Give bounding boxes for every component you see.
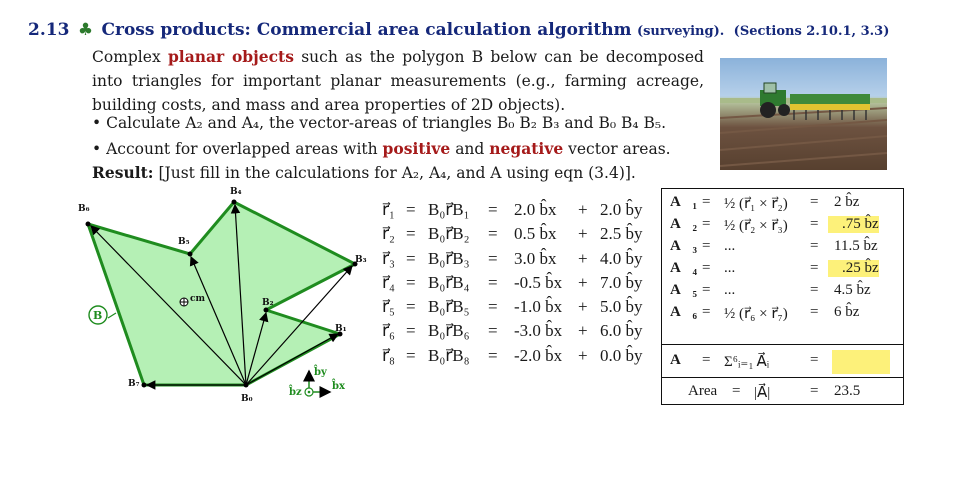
table-val: 11.5 b̂z	[834, 238, 878, 254]
label-b6: B₆	[78, 204, 90, 214]
equation-eq: =	[406, 200, 416, 219]
equation-y: 4.0 b̂y	[600, 248, 643, 268]
equation-x: 3.0 b̂x	[514, 248, 557, 268]
sum-lhs: A⃗	[670, 352, 693, 368]
table-eq2: =	[810, 194, 819, 210]
equation-eq: =	[406, 224, 416, 244]
table-eq2: =	[810, 216, 819, 232]
sum-row	[662, 351, 903, 377]
equation-lhs: r⃗₁	[382, 200, 395, 219]
table-divider	[662, 344, 903, 345]
table-mid: ...	[724, 238, 736, 254]
area-value: 23.5	[834, 383, 861, 399]
equation-lhs: r⃗₃	[382, 248, 395, 268]
table-row	[662, 237, 903, 259]
result-text: [Just fill in the calculations for A₂, A₄, and A using eqn (3.4)].	[158, 164, 636, 182]
equation-eq: =	[406, 297, 416, 317]
point-b0	[244, 383, 249, 388]
table-mid: ½ (r⃗₆ × r⃗₇)	[724, 306, 788, 322]
club-icon: ♣	[77, 20, 94, 40]
bullet-dot-icon: •	[92, 140, 107, 158]
point-b4	[232, 200, 237, 205]
table-val: 2 b̂z	[834, 194, 860, 210]
bullet-2-text: Account for overlapped areas with	[106, 140, 383, 158]
table-divider	[662, 377, 903, 378]
table-mid: ...	[724, 282, 736, 298]
table-row	[662, 281, 903, 303]
sum-answer-box[interactable]	[832, 350, 890, 374]
table-answer-field[interactable]: .75 b̂z	[828, 216, 879, 233]
equation-plus: +	[578, 248, 588, 268]
tractor-photo	[720, 58, 887, 170]
equation-lhs: r⃗₆	[382, 321, 395, 341]
table-eq: =	[702, 216, 711, 232]
equation-y: 0.0 b̂y	[600, 345, 643, 365]
bullet-calculate	[92, 114, 666, 132]
equation-plus: +	[578, 200, 588, 219]
label-b0: B₀	[241, 394, 253, 404]
equation-y: 7.0 b̂y	[600, 272, 643, 292]
table-lhs: A⃗₃	[670, 238, 697, 254]
bullet-2-and: and	[450, 140, 490, 158]
equation-lhs: r⃗₂	[382, 224, 395, 244]
equation-lhs: r⃗₅	[382, 297, 395, 317]
table-lhs: A⃗₄	[670, 260, 697, 276]
equation-lhs: r⃗₈	[382, 345, 395, 365]
table-row	[662, 303, 903, 325]
equation-x: -2.0 b̂x	[514, 345, 563, 365]
table-val: 6 b̂z	[834, 304, 860, 320]
equation-y: 2.0 b̂y	[600, 200, 643, 219]
equation-plus: +	[578, 297, 588, 317]
equation-eq2: =	[488, 272, 498, 292]
label-b1: B₁	[335, 324, 347, 334]
area-row	[662, 382, 903, 404]
table-row	[662, 259, 903, 281]
equation-plus: +	[578, 272, 588, 292]
equation-plus: +	[578, 321, 588, 341]
positive-label: positive	[382, 139, 451, 158]
section-number: 2.13	[28, 20, 70, 40]
table-val: 4.5 b̂z	[834, 282, 871, 298]
point-b2	[264, 308, 269, 313]
table-eq: =	[702, 238, 711, 254]
equation-eq: =	[406, 321, 416, 341]
table-eq2: =	[810, 260, 819, 276]
table-eq2: =	[810, 304, 819, 320]
result-label: Result:	[92, 163, 154, 182]
table-row	[662, 215, 903, 237]
label-b-circled: B	[93, 309, 103, 322]
table-lhs: A⃗₁	[670, 194, 697, 210]
table-lhs: A⃗₆	[670, 304, 697, 320]
equation-eq2: =	[488, 297, 498, 317]
equation-plus: +	[578, 224, 588, 244]
label-by: b̂y	[314, 367, 327, 378]
area-eq: =	[732, 383, 741, 399]
bullet-2-end: vector areas.	[563, 140, 671, 158]
area-label: Area	[688, 383, 718, 399]
table-eq: =	[702, 194, 711, 210]
table-eq: =	[702, 304, 711, 320]
point-b6	[86, 222, 91, 227]
equation-eq: =	[406, 345, 416, 365]
equation-y: 5.0 b̂y	[600, 297, 643, 317]
intro-text-1: Complex	[92, 48, 168, 66]
equation-x: 2.0 b̂x	[514, 200, 557, 219]
table-eq2: =	[810, 282, 819, 298]
label-b5: B₅	[178, 237, 190, 247]
equation-eq2: =	[488, 200, 498, 219]
equation-def: B₀r⃗B₃	[428, 248, 470, 268]
equation-def: B₀r⃗B₂	[428, 224, 470, 244]
equation-y: 6.0 b̂y	[600, 321, 643, 341]
point-b5	[188, 252, 193, 257]
table-mid: ½ (r⃗₁ × r⃗₂)	[724, 196, 788, 212]
table-eq: =	[702, 260, 711, 276]
bullet-1-text: Calculate A₂ and A₄, the vector-areas of triangles B₀ B₂ B₃ and B₀ B₄ B₅.	[106, 114, 667, 132]
tractor-illustration	[720, 58, 887, 170]
label-b2: B₂	[262, 298, 274, 308]
table-eq: =	[702, 282, 711, 298]
intro-highlight: planar objects	[167, 47, 294, 66]
bullet-overlap	[92, 139, 671, 158]
equation-plus: +	[578, 345, 588, 365]
equation-eq2: =	[488, 345, 498, 365]
area-expr: |A⃗|	[754, 385, 771, 401]
equation-x: 0.5 b̂x	[514, 224, 557, 244]
table-lhs: A⃗₅	[670, 282, 697, 298]
section-header	[28, 20, 889, 40]
equation-x: -3.0 b̂x	[514, 321, 563, 341]
table-mid: ½ (r⃗₂ × r⃗₃)	[724, 218, 788, 234]
label-bz: b̂z	[289, 387, 302, 398]
equation-eq2: =	[488, 248, 498, 268]
bullet-dot-icon: •	[92, 114, 107, 132]
center-of-mass-icon	[180, 298, 188, 306]
section-references: (Sections 2.10.1, 3.3)	[733, 24, 890, 39]
area-eq2: =	[810, 383, 819, 399]
equation-def: B₀r⃗B₄	[428, 272, 470, 292]
label-b7: B₇	[128, 379, 140, 389]
equation-eq: =	[406, 248, 416, 268]
sum-expr: Σ⁶ᵢ₌₁ A⃗ᵢ	[724, 354, 770, 370]
table-lhs: A⃗₂	[670, 216, 697, 232]
table-mid: ...	[724, 260, 736, 276]
section-subtitle: (surveying).	[636, 24, 725, 39]
intro-paragraph	[92, 45, 704, 117]
polygon-diagram	[78, 186, 374, 406]
equation-lhs: r⃗₄	[382, 272, 395, 292]
result-line	[92, 163, 636, 182]
label-b3: B₃	[355, 255, 367, 265]
equation-def: B₀r⃗B₈	[428, 345, 470, 365]
equation-def: B₀r⃗B₆	[428, 321, 470, 341]
label-bx: b̂x	[332, 381, 345, 392]
equation-y: 2.5 b̂y	[600, 224, 643, 244]
equation-eq2: =	[488, 224, 498, 244]
label-b4: B₄	[230, 187, 242, 197]
point-b7	[142, 383, 147, 388]
equation-eq2: =	[488, 321, 498, 341]
table-answer-field[interactable]: .25 b̂z	[828, 260, 879, 277]
vector-area-table	[661, 188, 904, 405]
equation-eq: =	[406, 272, 416, 292]
section-title: Cross products: Commercial area calculation algorithm	[101, 20, 632, 40]
table-eq2: =	[810, 238, 819, 254]
sum-eq2: =	[810, 352, 819, 368]
negative-label: negative	[489, 139, 564, 158]
table-row	[662, 193, 903, 215]
intro-text-2: such as the polygon B below can be decomposed into triangles for important planar measurements (e.g., farming acreage, building costs, and mass and area properties of 2D objects).	[92, 48, 704, 114]
equation-def: B₀r⃗B₁	[428, 200, 470, 219]
equation-x: -1.0 b̂x	[514, 297, 563, 317]
equation-def: B₀r⃗B₅	[428, 297, 470, 317]
polygon-b	[88, 202, 355, 385]
sum-eq: =	[702, 352, 711, 368]
equation-x: -0.5 b̂x	[514, 272, 563, 292]
label-cm: cm	[190, 294, 206, 304]
